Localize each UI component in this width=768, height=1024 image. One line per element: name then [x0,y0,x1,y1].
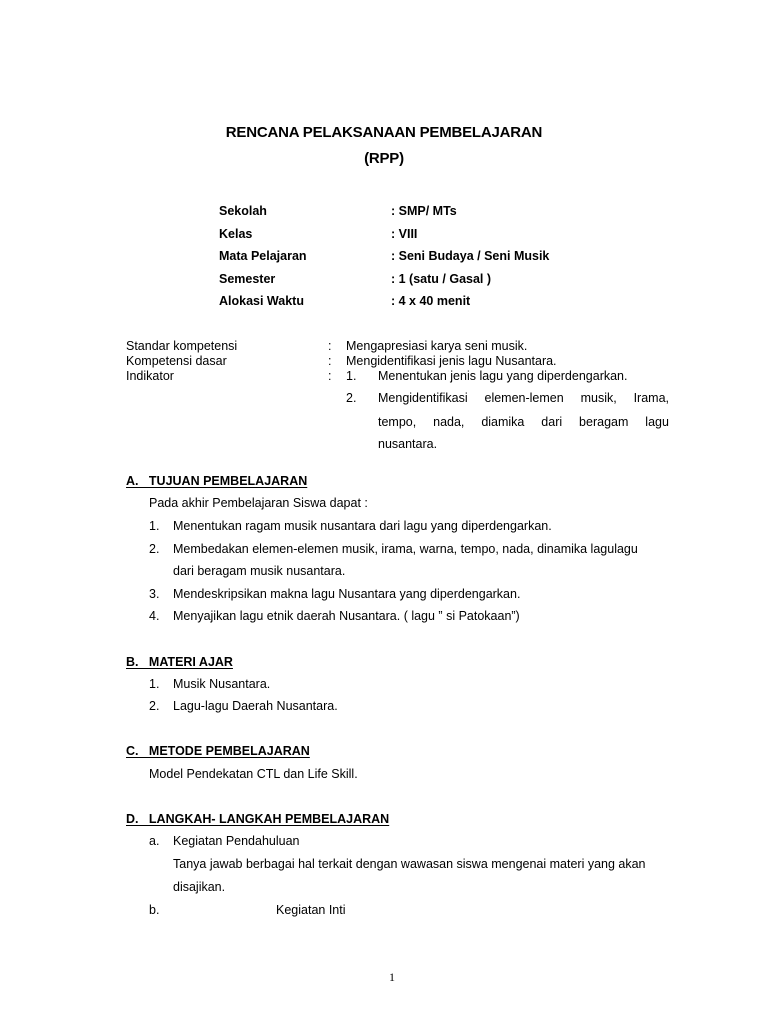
word: beragam [579,415,629,429]
meta-value-alokasi: : 4 x 40 menit [391,294,471,308]
list-item-num: 1. [149,519,160,533]
word: musik, [580,391,617,405]
ind-item-2-line1 [378,391,669,405]
list-item: Lagu-lagu Daerah Nusantara. [173,699,338,713]
meta-value-sekolah: : SMP/ MTs [391,204,457,218]
meta-label-sekolah: Sekolah [219,204,267,218]
list-item-title: Kegiatan Pendahuluan [173,834,300,848]
ind-item-2-line3: nusantara. [378,437,438,451]
ind-colon: : [328,369,332,383]
meta-value-mapel: : Seni Budaya / Seni Musik [391,249,550,263]
list-item-continuation: disajikan. [173,880,226,894]
list-item: Menyajikan lagu etnik daerah Nusantara. ( lagu ” si Patokaan”) [173,609,520,623]
meta-label-kelas: Kelas [219,227,253,241]
word: elemen-lemen [484,391,564,405]
document-title: RENCANA PELAKSANAAN PEMBELAJARAN [225,124,543,141]
list-item-num: b. [149,903,160,917]
list-item: Membedakan elemen-elemen musik, irama, warna, tempo, nada, dinamika lagulagu [173,542,638,556]
list-item: Musik Nusantara. [173,677,271,691]
meta-value-kelas: : VIII [391,227,418,241]
sk-value: Mengapresiasi karya seni musik. [346,339,528,353]
list-item-num: a. [149,834,160,848]
list-item-num: 3. [149,587,160,601]
section-d-heading: D. LANGKAH- LANGKAH PEMBELAJARAN [126,812,390,826]
word: diamika [481,415,525,429]
ind-item-2-line2 [378,415,669,429]
ind-item-1-text: Menentukan jenis lagu yang diperdengarkan. [378,369,628,383]
list-item-text: Tanya jawab berbagai hal terkait dengan wawasan siswa mengenai materi yang akan [173,857,646,871]
list-item-num: 4. [149,609,160,623]
list-item-num: 2. [149,542,160,556]
meta-label-mapel: Mata Pelajaran [219,249,307,263]
word: tempo, [378,415,417,429]
word: nada, [433,415,465,429]
section-a-heading: A. TUJUAN PEMBELAJARAN [126,474,308,488]
list-item-title: Kegiatan Inti [276,903,346,917]
word: Irama, [633,391,669,405]
sk-colon: : [328,339,332,353]
section-b-heading: B. MATERI AJAR [126,655,233,669]
list-item-continuation: dari beragam musik nusantara. [173,564,346,578]
list-item-num: 2. [149,699,160,713]
list-item: Mendeskripsikan makna lagu Nusantara yang diperdengarkan. [173,587,521,601]
section-c-text: Model Pendekatan CTL dan Life Skill. [149,767,358,781]
meta-label-semester: Semester [219,272,276,286]
document-subtitle: (RPP) [364,150,404,167]
kd-label: Kompetensi dasar [126,354,227,368]
ind-item-1-num: 1. [346,369,357,383]
meta-label-alokasi: Alokasi Waktu [219,294,304,308]
ind-item-2-num: 2. [346,391,357,405]
kd-colon: : [328,354,332,368]
word: Mengidentifikasi [378,391,468,405]
section-c-heading: C. METODE PEMBELAJARAN [126,744,310,758]
page-number: 1 [389,970,395,984]
section-a-intro: Pada akhir Pembelajaran Siswa dapat : [149,496,368,510]
kd-value: Mengidentifikasi jenis lagu Nusantara. [346,354,557,368]
word: dari [541,415,563,429]
sk-label: Standar kompetensi [126,339,238,353]
ind-label: Indikator [126,369,174,383]
list-item-num: 1. [149,677,160,691]
list-item: Menentukan ragam musik nusantara dari lagu yang diperdengarkan. [173,519,552,533]
meta-value-semester: : 1 (satu / Gasal ) [391,272,492,286]
word: lagu [645,415,669,429]
